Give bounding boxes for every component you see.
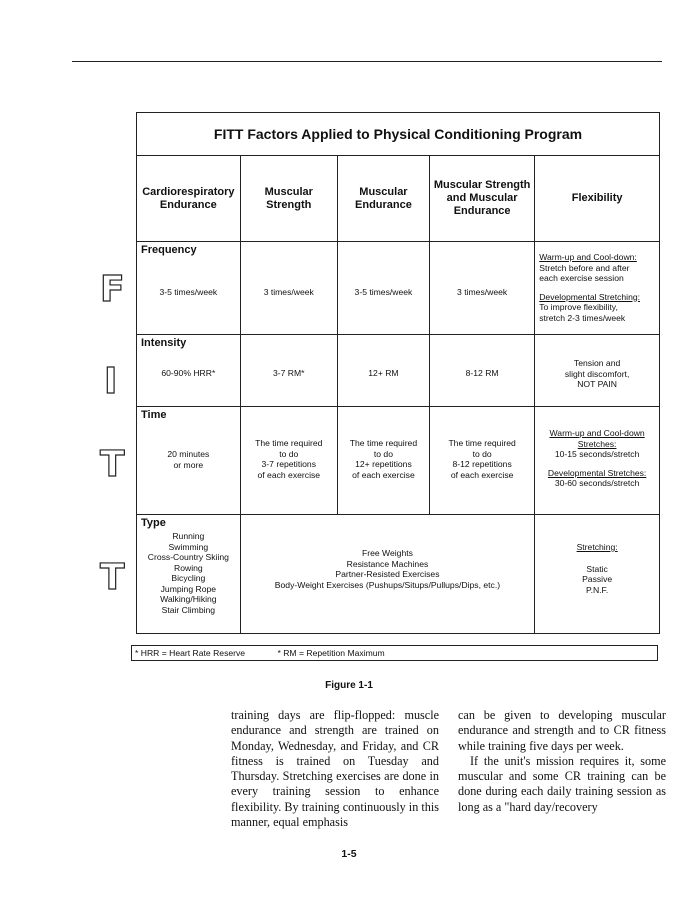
body-paragraph: If the unit's mission requires it, some muscular and some CR training can be done during each daily training session as long as a "hard day/recovery (458, 753, 666, 814)
int-flex-b: slight discomfort, (564, 368, 630, 379)
time-msme (430, 438, 534, 480)
row-label-type: Type (141, 517, 166, 529)
cell-int-msme (430, 335, 535, 407)
list-item: Running (172, 531, 205, 541)
cell-freq-msme (430, 242, 535, 335)
type-strength-list (241, 548, 535, 590)
cell-time-msme (430, 407, 535, 515)
int-flex (535, 358, 659, 390)
time-me (338, 438, 429, 480)
freq-flex-text-2b: stretch 2-3 times/week (539, 312, 626, 323)
cell-freq-flex (535, 242, 659, 335)
cell-time-cr (137, 407, 240, 515)
time-ms-b: to do (279, 448, 299, 459)
int-cr: 60-90% HRR* (161, 368, 216, 378)
type-flex-heading: Stretching: (576, 542, 618, 552)
cell-int-cr (137, 335, 240, 407)
fitt-letter-i: I (104, 361, 118, 402)
fitt-letter-t1: T (100, 444, 125, 485)
figure-caption: Figure 1-1 (325, 680, 373, 691)
time-ms-c: of each exercise (257, 469, 321, 480)
time-msme-a: The time required (448, 438, 516, 448)
col-header-me: Muscular Endurance (337, 156, 429, 242)
col-header-ms: Muscular Strength (240, 156, 337, 242)
body-column-right (458, 708, 666, 815)
time-me-c: of each exercise (352, 469, 415, 480)
time-flex-heading-1: Warm-up and Cool-down (549, 428, 645, 438)
list-item: Free Weights (361, 548, 413, 558)
time-msme-reps: 8-12 repetitions (452, 459, 512, 469)
freq-flex-text-1b: each exercise session (539, 273, 624, 283)
col-header-cr: Cardiorespiratory Endurance (137, 156, 240, 242)
footnote-rm: * RM = Repetition Maximum (277, 648, 385, 658)
freq-flex-heading-2: Developmental Stretching: (539, 291, 641, 302)
freq-cr: 3-5 times/week (159, 287, 218, 297)
footnote-hrr: * HRR = Heart Rate Reserve (135, 648, 246, 658)
freq-flex-text-1a: Stretch before and after (539, 262, 630, 273)
row-time (137, 407, 659, 515)
fitt-grid (137, 156, 659, 633)
freq-ms: 3 times/week (263, 287, 314, 297)
time-cr (137, 449, 240, 470)
freq-flex-text-2a: To improve flexibility, (539, 302, 618, 312)
cell-int-flex (535, 335, 659, 407)
row-frequency (137, 242, 659, 335)
type-flex (535, 542, 659, 595)
cell-time-ms (240, 407, 337, 515)
time-flex (535, 428, 659, 489)
time-me-reps: 12+ repetitions (355, 459, 412, 469)
list-item: Walking/Hiking (160, 594, 217, 604)
int-flex-c: NOT PAIN (577, 379, 617, 389)
time-cr-b: or more (173, 459, 204, 470)
cell-type-cr (137, 515, 240, 633)
freq-msme: 3 times/week (457, 287, 508, 297)
fitt-letter-t2: T (100, 557, 125, 598)
list-item: Cross-Country Skiing (147, 552, 229, 562)
time-msme-b: to do (472, 448, 492, 459)
time-me-a: The time required (349, 438, 418, 448)
time-cr-a: 20 minutes (167, 449, 210, 459)
int-ms: 3-7 RM* (273, 368, 305, 378)
cell-freq-me (337, 242, 429, 335)
cell-time-flex (535, 407, 659, 515)
time-flex-heading-2: Developmental Stretches: (547, 467, 647, 478)
time-flex-heading-1b: Stretches: (577, 438, 617, 449)
cell-int-ms (240, 335, 337, 407)
list-item: Jumping Rope (160, 583, 217, 594)
int-msme: 8-12 RM (465, 368, 499, 378)
row-label-time: Time (141, 409, 167, 421)
list-item: P.N.F. (585, 584, 609, 595)
int-flex-a: Tension and (573, 358, 621, 368)
list-item: Partner-Resisted Exercises (335, 569, 440, 579)
int-me: 12+ RM (368, 368, 399, 378)
freq-flex (535, 242, 659, 325)
freq-me: 3-5 times/week (354, 287, 413, 297)
list-item: Bicycling (171, 573, 206, 583)
col-header-flex: Flexibility (535, 156, 659, 242)
cell-int-me (337, 335, 429, 407)
list-item: Stair Climbing (161, 604, 216, 615)
row-type (137, 515, 659, 633)
time-ms-reps: 3-7 repetitions (261, 459, 316, 469)
time-ms (241, 438, 337, 480)
row-label-intensity: Intensity (141, 337, 187, 349)
type-cr-list (137, 531, 240, 615)
body-paragraph: can be given to developing muscular endurance and strength and to CR fitness while training five days per week. (458, 708, 666, 753)
cell-time-me (337, 407, 429, 515)
list-item: Resistance Machines (346, 558, 429, 569)
body-paragraph: training days are flip-flopped: muscle endurance and strength are trained on Monday, Wednesday, and Friday, and CR fitness is trained on Tuesday and Thursday. Stretching exercises are done in every training session to enhance flexibility. By training continuously in this manner, equal emphasis (231, 708, 439, 830)
list-item: Passive (582, 574, 613, 584)
cell-type-strength (240, 515, 535, 633)
time-flex-text-2: 30-60 seconds/stretch (554, 478, 640, 488)
list-item: Static (586, 563, 608, 574)
time-ms-a: The time required (255, 438, 323, 448)
top-rule (72, 61, 662, 62)
table-title: FITT Factors Applied to Physical Conditioning Program (137, 113, 659, 156)
time-flex-text-1: 10-15 seconds/stretch (554, 449, 640, 459)
list-item: Body-Weight Exercises (Pushups/Situps/Pullups/Dips, etc.) (274, 579, 501, 590)
time-me-b: to do (373, 448, 393, 459)
cell-type-flex (535, 515, 659, 633)
row-intensity (137, 335, 659, 407)
cell-freq-cr (137, 242, 240, 335)
fitt-table (136, 112, 660, 634)
col-header-msme: Muscular Strength and Muscular Endurance (430, 156, 535, 242)
list-item: Swimming (168, 541, 209, 552)
list-item: Rowing (174, 562, 203, 573)
header-row (137, 156, 659, 242)
cell-freq-ms (240, 242, 337, 335)
time-msme-c: of each exercise (450, 469, 514, 480)
row-label-frequency: Frequency (141, 244, 197, 256)
fitt-letter-f: F (100, 269, 125, 310)
table-footnote (131, 645, 658, 661)
body-column-left (231, 708, 439, 830)
page-number: 1-5 (341, 848, 357, 860)
freq-flex-heading-1: Warm-up and Cool-down: (539, 252, 637, 262)
